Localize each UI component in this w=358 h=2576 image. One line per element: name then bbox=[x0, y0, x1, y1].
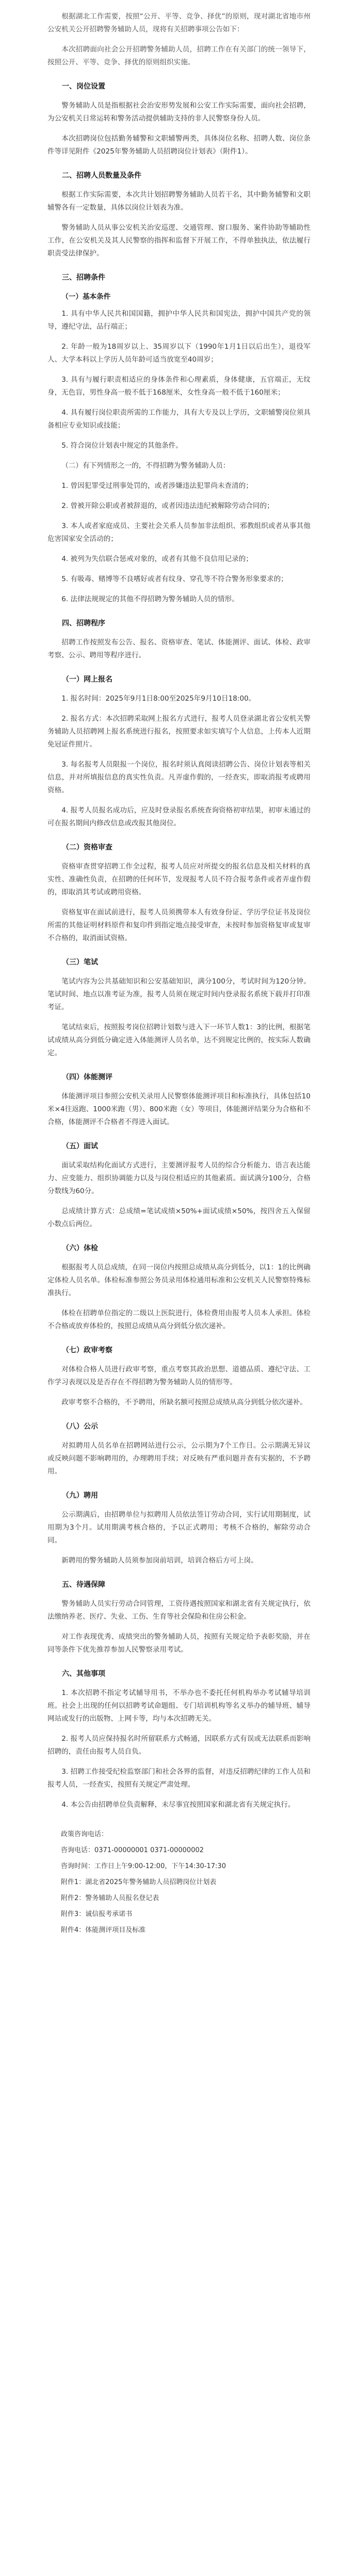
section-paragraph: 本次招聘岗位包括勤务辅警和文职辅警两类，具体岗位名称、招聘人数、岗位条件等详见附件《2025年警务辅助人员招聘岗位计划表》（附件1）。 bbox=[47, 134, 311, 156]
section-heading: （二）资格审查 bbox=[62, 843, 112, 852]
section-heading: （三）笔试 bbox=[62, 958, 98, 967]
section-heading: （七）政审考察 bbox=[62, 1346, 112, 1354]
section-heading: （一）网上报名 bbox=[62, 675, 112, 684]
section-paragraph: 面试采取结构化面试方式进行，主要测评报考人员的综合分析能力、语言表达能力、应变能力、组织协调能力以及与岗位相适应的其他素质。面试满分100分，合格分数线为60分。 bbox=[47, 1161, 311, 1195]
section-paragraph: 5. 有吸毒、赌博等不良嗜好或者有纹身、穿孔等不符合警务形象要求的； bbox=[61, 575, 288, 583]
section-paragraph: 2. 曾被开除公职或者被辞退的，或者因违法违纪被解除劳动合同的； bbox=[61, 502, 274, 510]
section-paragraph: 5. 符合岗位计划表中规定的其他条件。 bbox=[61, 442, 183, 450]
article-body bbox=[47, 10, 311, 1940]
section-paragraph: 笔试结束后，按照报考岗位招聘计划数与进入下一环节人数1：3的比例，根据笔试成绩从高分到低分确定进入体能测评人员名单，达不到规定比例的，按实际人数确定。 bbox=[47, 1023, 311, 1057]
section-paragraph: 4. 具有履行岗位职责所需的工作能力，具有大专及以上学历，文职辅警岗位须具备相应专业知识或技能； bbox=[47, 409, 311, 430]
section-paragraph: 资格审查贯穿招聘工作全过程，报考人员应对所提交的报名信息及相关材料的真实性、准确性负责，在招聘的任何环节，发现报考人员不符合报考条件或者弄虚作假的，即取消其考试或聘用资格。 bbox=[47, 862, 311, 896]
section-paragraph: 1. 报名时间：2025年9月1日8:00至2025年9月10日18:00。 bbox=[61, 694, 256, 703]
section-paragraph: 资格复审在面试前进行，报考人员须携带本人有效身份证、学历学位证书及岗位所需的其他证明材料原件和复印件到指定地点接受审查，未按时参加资格复审或复审不合格的，取消面试资格。 bbox=[47, 908, 311, 942]
section-paragraph: 2. 年龄一般为18周岁以上、35周岁以下（1990年1月1日以后出生），退役军人、大学本科以上学历人员年龄可适当放宽至40周岁； bbox=[47, 343, 311, 364]
section-paragraph: 3. 每名报考人员限报一个岗位，报名时须认真阅读招聘公告、岗位计划表等相关信息，并对所填报信息的真实性负责。凡弄虚作假的，一经查实，即取消报考或聘用资格。 bbox=[47, 760, 311, 794]
section-paragraph: 根据报考人员总成绩，在同一岗位内按照总成绩从高分到低分，以1：1的比例确定体检人员名单。体检标准参照公务员录用体检通用标准和公安机关人民警察特殊标准执行。 bbox=[47, 1263, 311, 1297]
section-heading: 五、待遇保障 bbox=[62, 1581, 105, 1589]
attachment-link[interactable]: 附件4：体能测评项目及标准 bbox=[61, 1926, 146, 1934]
section-paragraph: 公示期满后，由招聘单位与拟聘用人员依法签订劳动合同，实行试用期制度，试用期为3个月。试用期满考核合格的，予以正式聘用；考核不合格的，解除劳动合同。 bbox=[47, 1511, 311, 1545]
section-paragraph: 新聘用的警务辅助人员须参加岗前培训，培训合格后方可上岗。 bbox=[61, 1556, 258, 1565]
contact-phone: 咨询电话：0371-00000001 0371-00000002 bbox=[61, 1846, 204, 1854]
contact-time: 咨询时间：工作日上午9:00-12:00，下午14:30-17:30 bbox=[61, 1862, 226, 1870]
attachment-link[interactable]: 附件3：诚信报考承诺书 bbox=[61, 1910, 133, 1918]
section-paragraph: 根据工作实际需要，本次共计划招聘警务辅助人员若干名，其中勤务辅警和文职辅警各有一定数量，具体以岗位计划表为准。 bbox=[47, 191, 311, 212]
section-paragraph: 3. 具有与履行职责相适应的身体条件和心理素质，身体健康，五官端正，无纹身，无色盲，男性身高一般不低于168厘米，女性身高一般不低于160厘米； bbox=[47, 376, 311, 397]
section-paragraph: 4. 本公告由招聘单位负责解释，未尽事宜按照国家和湖北省有关规定执行。 bbox=[61, 1801, 295, 1809]
section-subheading: （一）基本条件 bbox=[61, 293, 111, 301]
section-paragraph: 对拟聘用人员名单在招聘网站进行公示，公示期为7个工作日。公示期满无异议或反映问题不影响聘用的，办理聘用手续；对反映有严重问题并查有实据的，不予聘用。 bbox=[47, 1442, 311, 1476]
section-paragraph: 6. 法律法规规定的其他不得招聘为警务辅助人员的情形。 bbox=[61, 595, 239, 603]
section-paragraph: 3. 招聘工作接受纪检监察部门和社会各界的监督，对违反招聘纪律的工作人员和报考人员，一经查实，按照有关规定严肃处理。 bbox=[47, 1768, 311, 1789]
section-heading: （五）面试 bbox=[62, 1142, 98, 1150]
section-heading: 六、其他事项 bbox=[62, 1670, 105, 1678]
section-paragraph: 对工作表现优秀、成绩突出的警务辅助人员，按照有关规定给予表彰奖励，并在同等条件下优先推荐参加人民警察录用考试。 bbox=[47, 1633, 311, 1654]
attachment-link[interactable]: 附件1：湖北省2025年警务辅助人员招聘岗位计划表 bbox=[61, 1878, 217, 1886]
section-paragraph: 2. 报考人员应保持报名时所留联系方式畅通，因联系方式有误或无法联系而影响招聘的，责任由报考人员自负。 bbox=[47, 1735, 311, 1756]
section-paragraph: 总成绩计算方式：总成绩=笔试成绩×50%+面试成绩×50%，按四舍五入保留小数点后两位。 bbox=[47, 1207, 311, 1228]
section-paragraph: 2. 报名方式：本次招聘采取网上报名方式进行，报考人员登录湖北省公安机关警务辅助人员招聘网上报名系统进行报名，按照要求如实填写个人信息，上传本人近期免冠证件照片。 bbox=[47, 715, 311, 749]
section-paragraph: 笔试内容为公共基础知识和公安基础知识，满分100分，考试时间为120分钟。笔试时间、地点以准考证为准，报考人员须在规定时间内登录报名系统下载并打印准考证。 bbox=[47, 977, 311, 1011]
section-paragraph: 1. 本次招聘不指定考试辅导用书，不举办也不委托任何机构举办考试辅导培训班。社会上出现的任何以招聘考试命题组、专门培训机构等名义举办的辅导班、辅导网站或发行的出版物、上网卡等，均与本次招聘无关。 bbox=[47, 1689, 311, 1723]
attachment-link[interactable]: 附件2：警务辅助人员报名登记表 bbox=[61, 1894, 159, 1902]
section-paragraph: 警务辅助人员是指根据社会治安形势发展和公安工作实际需要，面向社会招聘，为公安机关日常运转和警务活动提供辅助支持的非人民警察身份人员。 bbox=[47, 101, 311, 123]
section-heading: （四）体能测评 bbox=[62, 1073, 112, 1081]
section-heading: 一、岗位设置 bbox=[62, 82, 105, 91]
section-paragraph: 体能测评项目参照公安机关录用人民警察体能测评项目和标准执行，具体包括10米×4往返跑、1000米跑（男）、800米跑（女）等项目，体能测评结果分为合格和不合格，体能测评不合格者不得进入面试。 bbox=[47, 1092, 311, 1126]
section-paragraph: 3. 本人或者家庭成员、主要社会关系人员参加非法组织、邪教组织或者从事其他危害国家安全活动的； bbox=[47, 522, 311, 543]
section-heading: 三、招聘条件 bbox=[62, 274, 105, 282]
section-paragraph: 对体检合格人员进行政审考察，重点考察其政治思想、道德品质、遵纪守法、工作学习表现以及是否存在不得招聘为警务辅助人员的情形等。 bbox=[47, 1365, 311, 1386]
section-heading: （九）聘用 bbox=[62, 1492, 98, 1500]
section-paragraph: 警务辅助人员从事公安机关治安巡逻、交通管理、窗口服务、案件协助等辅助性工作，在公安机关及其人民警察的指挥和监督下开展工作，不得单独执法，依法履行职责受法律保护。 bbox=[47, 224, 311, 258]
intro-paragraph: 本次招聘面向社会公开招聘警务辅助人员，招聘工作在有关部门的统一领导下，按照公开、平等、竞争、择优的原则组织实施。 bbox=[47, 45, 311, 66]
section-heading: （八）公示 bbox=[62, 1422, 98, 1431]
contact-title: 政策咨询电话： bbox=[61, 1831, 108, 1838]
section-paragraph: 4. 报考人员报名成功后，应及时登录报名系统查询资格初审结果，初审未通过的可在报名期间内修改信息或改报其他岗位。 bbox=[47, 806, 311, 827]
section-paragraph: （二）有下列情形之一的，不得招聘为警务辅助人员： bbox=[61, 462, 230, 470]
section-paragraph: 政审考察不合格的，不予聘用，所缺名额可按照总成绩从高分到低分依次递补。 bbox=[61, 1398, 307, 1406]
section-heading: 二、招聘人员数量及条件 bbox=[62, 172, 141, 180]
section-heading: （六）体检 bbox=[62, 1244, 98, 1252]
intro-paragraph: 根据湖北工作需要，按照“公开、平等、竞争、择优”的原则，现对湖北省地市州公安机关公开招聘警务辅助人员，现将有关招聘事项公告如下： bbox=[47, 12, 311, 33]
section-paragraph: 体检在招聘单位指定的二级以上医院进行，体检费用由报考人员本人承担。体检不合格或放弃体检的，按照总成绩从高分到低分依次递补。 bbox=[47, 1309, 311, 1330]
section-paragraph: 4. 被列为失信联合惩戒对象的，或者有其他不良信用记录的； bbox=[61, 555, 253, 563]
section-heading: 四、招聘程序 bbox=[62, 619, 105, 628]
section-paragraph: 招聘工作按照发布公告、报名、资格审查、笔试、体能测评、面试、体检、政审考察、公示、聘用等程序进行。 bbox=[47, 638, 311, 659]
spacer bbox=[47, 1819, 311, 1828]
section-paragraph: 1. 曾因犯罪受过刑事处罚的，或者涉嫌违法犯罪尚未查清的； bbox=[61, 482, 253, 490]
section-paragraph: 1. 具有中华人民共和国国籍，拥护中华人民共和国宪法，拥护中国共产党的领导，遵纪守法，品行端正； bbox=[47, 310, 311, 331]
section-paragraph: 警务辅助人员实行劳动合同管理，工资待遇按照国家和湖北省有关规定执行，依法缴纳养老、医疗、失业、工伤、生育等社会保险和住房公积金。 bbox=[47, 1600, 311, 1621]
